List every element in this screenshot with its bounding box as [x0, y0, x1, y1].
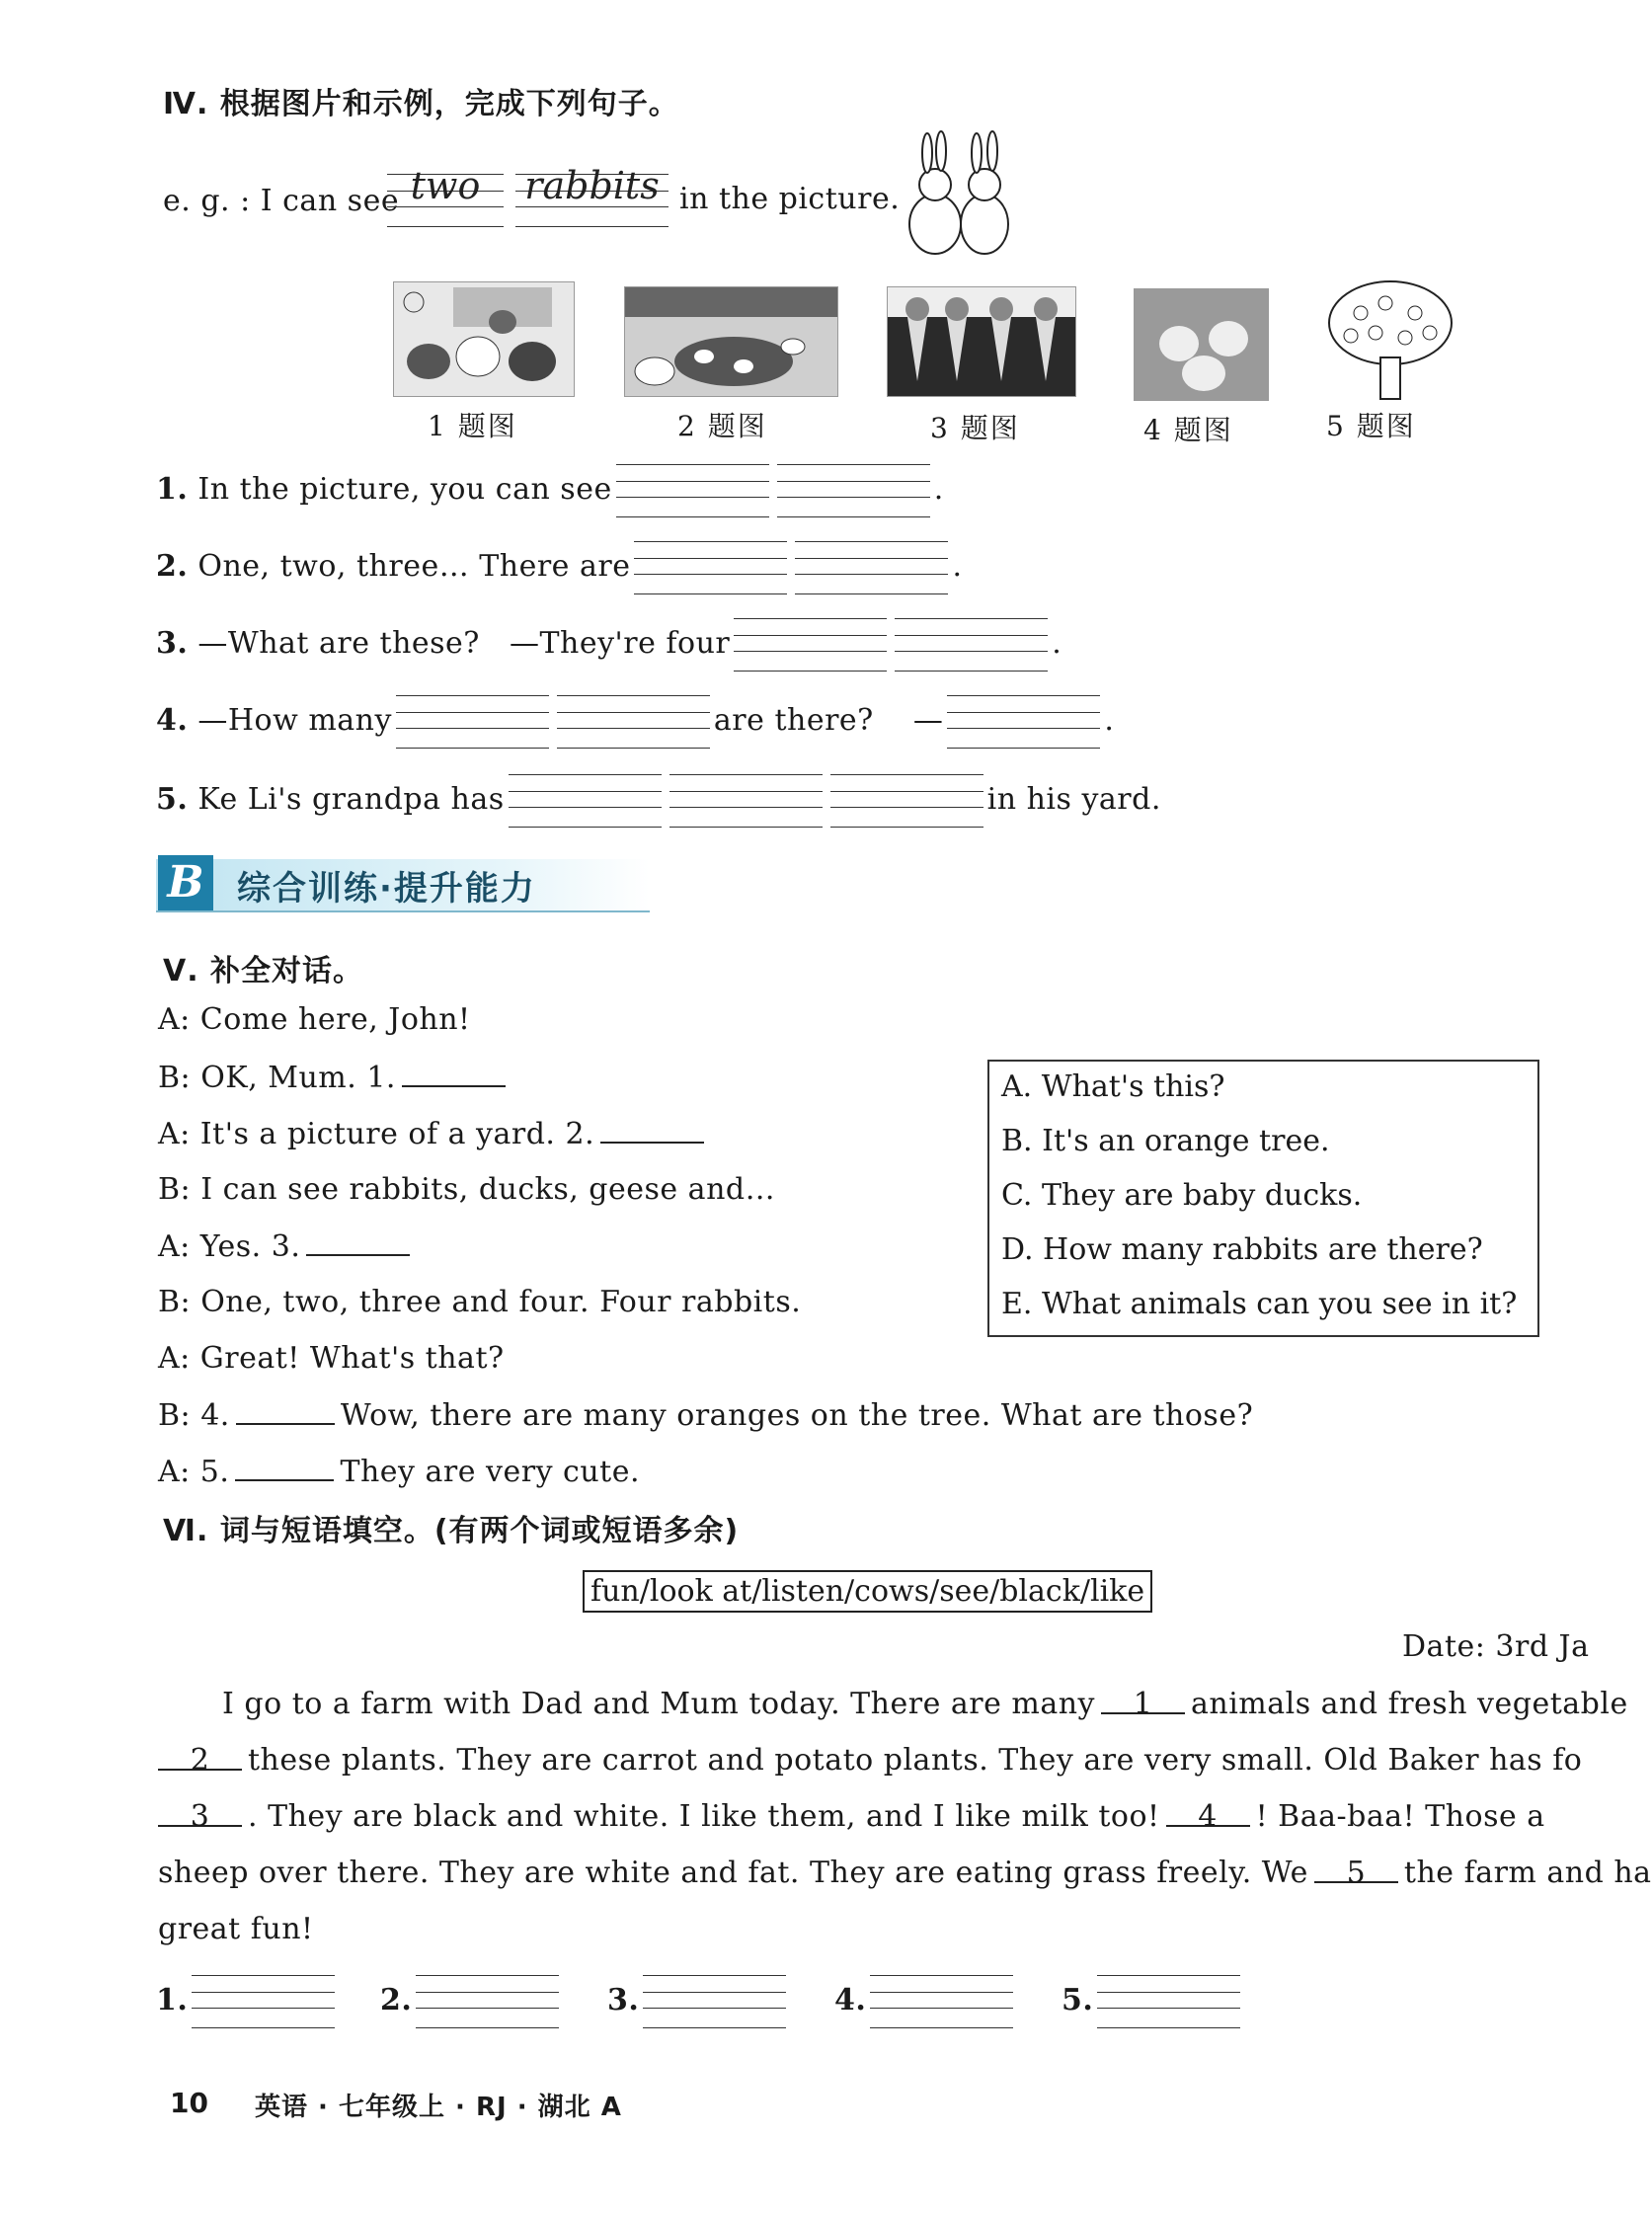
dialogue-blank-4[interactable]	[236, 1397, 335, 1425]
dialogue-line-1: A: Come here, John!	[158, 1002, 471, 1037]
dialogue-line-9: A: 5. They are very cute.	[158, 1455, 641, 1489]
caption-3: 3 题图	[930, 412, 1020, 444]
example-answer-2: rabbits	[515, 174, 669, 227]
word-box: fun/look at/listen/cows/see/black/like	[583, 1570, 1152, 1613]
question-3: 3. —What are these? —They're four .	[156, 618, 1062, 672]
passage-blank-3[interactable]: 3	[158, 1799, 242, 1827]
option-c: C. They are baby ducks.	[1001, 1178, 1363, 1213]
passage-line-2: 2 these plants. They are carrot and potato plants. They are very small. Old Baker has fo	[158, 1743, 1582, 1778]
caption-1: 1 题图	[428, 410, 517, 442]
answer-1: 1.	[156, 1975, 339, 2028]
farm-picture	[624, 286, 838, 397]
dialogue-line-3: A: It's a picture of a yard. 2.	[158, 1116, 710, 1151]
rabbits-image	[894, 133, 1022, 257]
passage-line-1: I go to a farm with Dad and Mum today. There are many 1 animals and fresh vegetable	[222, 1687, 1628, 1721]
date-label: Date: 3rd Ja	[1402, 1629, 1590, 1664]
caption-5: 5 题图	[1326, 410, 1416, 442]
question-2: 2. One, two, three… There are .	[156, 541, 963, 594]
section-4-title: Ⅳ. 根据图片和示例，完成下列句子。	[163, 87, 679, 121]
option-d: D. How many rabbits are there?	[1001, 1232, 1483, 1267]
section-6-title: Ⅵ. 词与短语填空。(有两个词或短语多余)	[163, 1514, 740, 1548]
page-number: 10	[170, 2087, 208, 2119]
question-1: 1. In the picture, you can see .	[156, 464, 944, 517]
dialogue-blank-5[interactable]	[235, 1454, 334, 1481]
options-box	[987, 1060, 1539, 1337]
section-5-title: Ⅴ. 补全对话。	[163, 954, 364, 988]
example-prefix: e. g. : I can see	[163, 184, 400, 218]
option-b: B. It's an orange tree.	[1001, 1124, 1330, 1158]
passage-blank-5[interactable]: 5	[1314, 1856, 1398, 1883]
option-a: A. What's this?	[1001, 1069, 1225, 1104]
question-5: 5. Ke Li's grandpa has in his yard.	[156, 774, 1161, 828]
option-e: E. What animals can you see in it?	[1001, 1287, 1518, 1321]
dialogue-line-7: A: Great! What's that?	[158, 1341, 505, 1376]
dialogue-line-4: B: I can see rabbits, ducks, geese and…	[158, 1172, 776, 1207]
answer-2: 2.	[380, 1975, 563, 2028]
passage-line-3: 3 . They are black and white. I like them, and I like milk too! 4 ! Baa-baa! Those a	[158, 1799, 1545, 1834]
passage-blank-2[interactable]: 2	[158, 1743, 242, 1771]
example-suffix: in the picture.	[679, 182, 901, 216]
section-b-title: 综合训练·提升能力	[237, 869, 536, 909]
dialogue-line-5: A: Yes. 3.	[158, 1228, 416, 1264]
example-answer-1: two	[387, 174, 504, 227]
dialogue-blank-3[interactable]	[306, 1228, 410, 1256]
footer-text: 英语 · 七年级上 · RJ · 湖北 A	[255, 2093, 622, 2122]
answer-3: 3.	[607, 1975, 790, 2028]
dialogue-blank-2[interactable]	[600, 1116, 704, 1144]
answer-4: 4.	[834, 1975, 1017, 2028]
dialogue-line-6: B: One, two, three and four. Four rabbits.	[158, 1285, 802, 1319]
answer-5: 5.	[1062, 1975, 1244, 2028]
dialogue-blank-1[interactable]	[402, 1060, 506, 1087]
carrots-picture	[887, 286, 1076, 397]
chicks-picture	[1134, 288, 1269, 401]
passage-blank-1[interactable]: 1	[1101, 1687, 1185, 1714]
section-b-letter: B	[158, 855, 213, 910]
passage-blank-4[interactable]: 4	[1166, 1799, 1250, 1827]
dialogue-line-8: B: 4. Wow, there are many oranges on the tree. What are those?	[158, 1398, 1254, 1433]
passage-line-4: sheep over there. They are white and fat. They are eating grass freely. We 5 the farm and ha	[158, 1856, 1652, 1890]
orange-tree-image	[1321, 278, 1459, 402]
caption-2: 2 题图	[677, 410, 767, 442]
question-4: 4. —How many are there? — .	[156, 695, 1114, 749]
passage-line-5: great fun!	[158, 1912, 314, 1946]
dialogue-line-2: B: OK, Mum. 1.	[158, 1060, 511, 1095]
dogs-picture	[393, 281, 575, 397]
caption-4: 4 题图	[1143, 414, 1233, 446]
